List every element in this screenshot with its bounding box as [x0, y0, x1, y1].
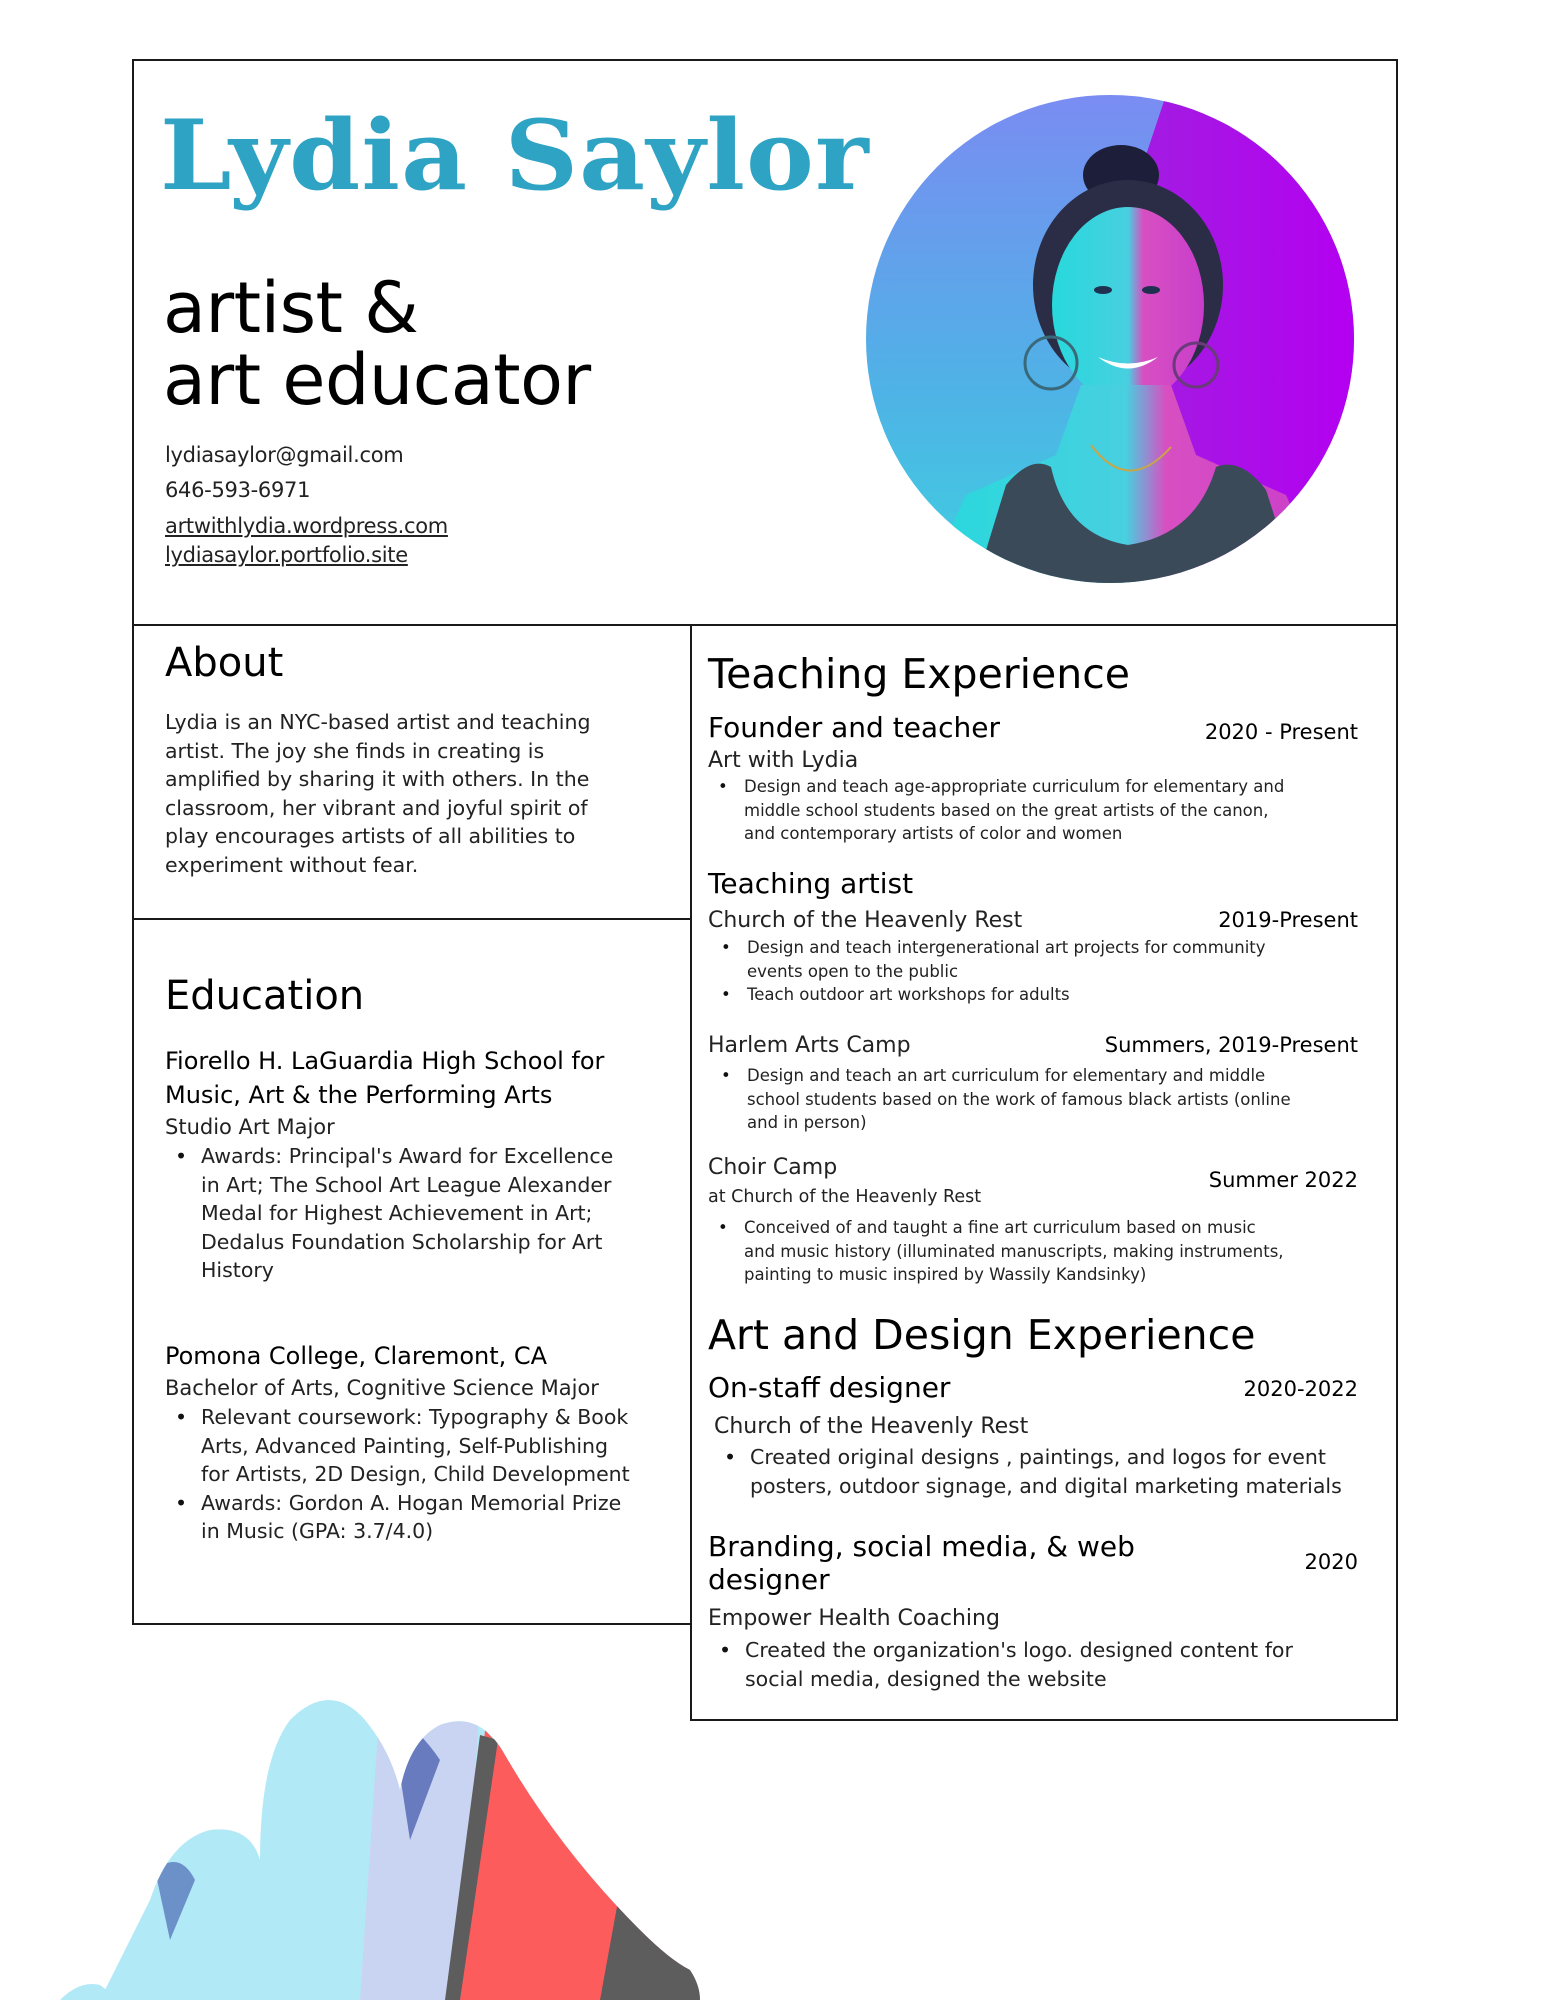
- job-role-line: designer: [708, 1563, 830, 1596]
- bullet-item: [744, 1216, 1284, 1287]
- job-org: Empower Health Coaching: [708, 1606, 1000, 1631]
- school-degree: Studio Art Major: [165, 1115, 335, 1139]
- bullet-line: • Awards: Principal's Award for Excellence: [201, 1144, 614, 1168]
- job-bullets: [744, 775, 1284, 846]
- bullet-line: in Art; The School Art League Alexander: [201, 1172, 612, 1197]
- school-bullets: [201, 1403, 675, 1546]
- title-line-2: art educator: [163, 339, 591, 421]
- job-org: Harlem Arts Camp: [708, 1033, 911, 1058]
- job-bullets: [747, 1064, 1291, 1135]
- about-heading: About: [165, 640, 284, 686]
- teaching-heading: Teaching Experience: [708, 650, 1131, 698]
- bullet-line: • Design and teach an art curriculum for elementary and middle: [747, 1066, 1266, 1085]
- job-dates: Summer 2022: [1208, 1168, 1358, 1192]
- job-org: Choir Camp: [708, 1155, 838, 1180]
- job-dates: 2020: [1304, 1550, 1358, 1574]
- bullet-line: History: [201, 1258, 274, 1283]
- bullet-line: • Awards: Gordon A. Hogan Memorial Prize: [201, 1490, 622, 1515]
- job-bullets: [744, 1216, 1284, 1287]
- school-name: Pomona College, Claremont, CA: [165, 1341, 548, 1370]
- about-line: play encourages artists of all abilities to: [165, 824, 576, 849]
- decorative-paint-shape: [60, 1640, 920, 2000]
- bullet-line: • Design and teach intergenerational art projects for community: [747, 938, 1266, 957]
- about-line: experiment without fear.: [165, 852, 419, 877]
- school-name-line: Music, Art & the Performing Arts: [165, 1081, 553, 1109]
- website-link-wordpress[interactable]: artwithlydia.wordpress.com: [165, 514, 448, 538]
- bullet-item: [747, 936, 1266, 983]
- bullet-line: • Created the organization's logo. designed content for: [745, 1638, 1293, 1662]
- job-role: [708, 1530, 1135, 1596]
- bullet-line: Dedalus Foundation Scholarship for Art: [201, 1229, 603, 1254]
- job-org: Church of the Heavenly Rest: [714, 1414, 1029, 1439]
- job-role: Teaching artist: [708, 867, 914, 900]
- bullet-line: Medal for Highest Achievement in Art;: [201, 1201, 593, 1226]
- job-org: Church of the Heavenly Rest: [708, 908, 1023, 933]
- about-line: classroom, her vibrant and joyful spirit of: [165, 795, 588, 820]
- about-line: artist. The joy she finds in creating is: [165, 738, 545, 763]
- job-dates: Summers, 2019-Present: [1104, 1033, 1358, 1057]
- bullet-line: and in person): [747, 1113, 867, 1132]
- school-bullets: [201, 1142, 675, 1285]
- name-heading: Lydia Saylor: [160, 99, 870, 212]
- title-line-1: artist &: [163, 267, 419, 349]
- school-name-line: Fiorello H. LaGuardia High School for: [165, 1047, 605, 1075]
- job-bullets: [750, 1443, 1342, 1501]
- email[interactable]: lydiasaylor@gmail.com: [165, 443, 404, 467]
- bullet-line: for Artists, 2D Design, Child Development: [201, 1462, 630, 1487]
- bullet-line: and contemporary artists of color and women: [744, 824, 1123, 843]
- job-dates: 2020-2022: [1243, 1377, 1358, 1401]
- job-bullets: [747, 936, 1266, 1007]
- job-title: [163, 267, 591, 421]
- bullet-line: and music history (illuminated manuscripts, making instruments,: [744, 1241, 1284, 1261]
- bullet-line: painting to music inspired by Wassily Kandsinky): [744, 1265, 1147, 1284]
- education-list: [165, 1044, 675, 1546]
- bullet-item: [201, 1489, 675, 1546]
- bullet-item: [201, 1142, 675, 1285]
- school-name: [165, 1044, 675, 1112]
- bullet-line: • Conceived of and taught a fine art curriculum based on music: [744, 1218, 1256, 1237]
- profile-photo: [866, 95, 1354, 583]
- about-line: amplified by sharing it with others. In the: [165, 767, 590, 792]
- bullet-line: posters, outdoor signage, and digital marketing materials: [750, 1474, 1342, 1498]
- design-heading: Art and Design Experience: [708, 1311, 1256, 1359]
- education-heading: Education: [165, 973, 365, 1019]
- about-text: [165, 708, 591, 880]
- bullet-item: [744, 775, 1284, 846]
- job-org: Art with Lydia: [708, 748, 859, 773]
- bullet-line: • Created original designs , paintings, and logos for event: [750, 1445, 1326, 1469]
- job-role: Founder and teacher: [708, 711, 1000, 744]
- job-dates: 2019-Present: [1218, 908, 1358, 932]
- bullet-line: • Teach outdoor art workshops for adults: [747, 985, 1070, 1004]
- bullet-line: Arts, Advanced Painting, Self-Publishing: [201, 1433, 609, 1458]
- bullet-item: [201, 1403, 675, 1489]
- website-link-portfolio[interactable]: lydiasaylor.portfolio.site: [165, 543, 408, 567]
- bullet-line: in Music (GPA: 3.7/4.0): [201, 1519, 434, 1544]
- bullet-item: [747, 1064, 1291, 1135]
- about-line: Lydia is an NYC-based artist and teaching: [165, 710, 591, 734]
- bullet-item: [750, 1443, 1342, 1501]
- school-degree: Bachelor of Arts, Cognitive Science Major: [165, 1375, 599, 1400]
- school-entry: [165, 1339, 675, 1546]
- job-role-line: Branding, social media, & web: [708, 1530, 1135, 1563]
- bullet-line: school students based on the work of famous black artists (online: [747, 1089, 1291, 1109]
- school-entry: [165, 1044, 675, 1285]
- bullet-line: events open to the public: [747, 961, 959, 981]
- job-dates: 2020 - Present: [1204, 720, 1358, 744]
- bullet-line: social media, designed the website: [745, 1667, 1107, 1691]
- job-role: On-staff designer: [708, 1371, 951, 1404]
- phone: 646-593-6971: [165, 478, 311, 502]
- job-org-sub: at Church of the Heavenly Rest: [708, 1187, 982, 1207]
- bullet-line: • Design and teach age-appropriate curriculum for elementary and: [744, 777, 1285, 796]
- bullet-item: [747, 983, 1266, 1007]
- bullet-line: • Relevant coursework: Typography & Book: [201, 1404, 629, 1429]
- bullet-line: middle school students based on the great artists of the canon,: [744, 800, 1269, 820]
